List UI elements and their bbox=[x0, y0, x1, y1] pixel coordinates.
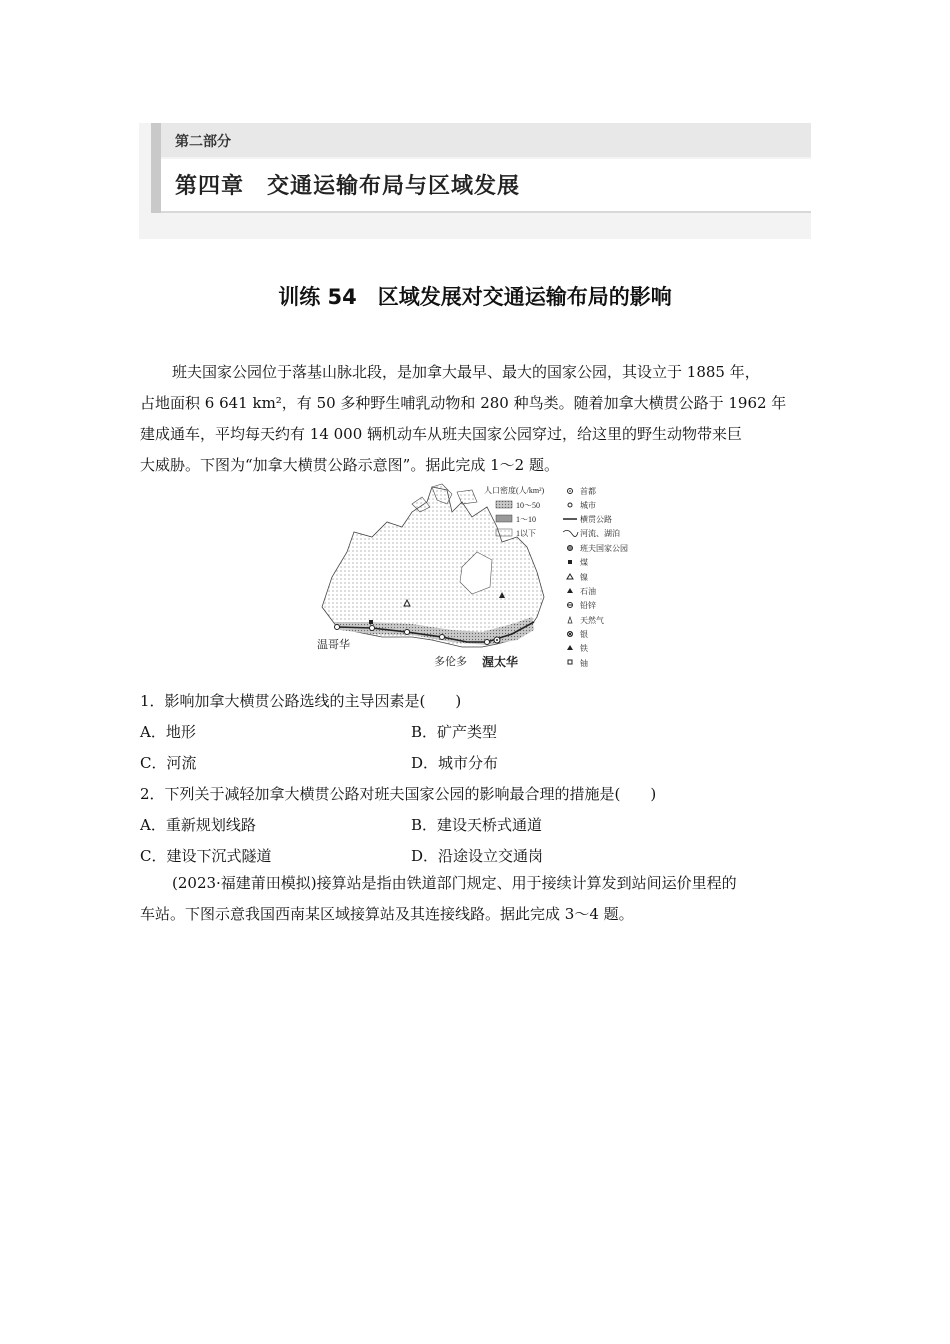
legend-symbol: 班夫国家公园 bbox=[580, 544, 628, 553]
city-label-toronto: 多伦多 bbox=[434, 656, 467, 668]
question-2-option-c[interactable]: C．建设下沉式隧道 bbox=[140, 847, 272, 865]
question-1-option-b[interactable]: B．矿产类型 bbox=[411, 723, 498, 741]
coal-marker bbox=[369, 620, 373, 624]
legend-symbol: 铁 bbox=[580, 644, 588, 653]
legend-symbol: 银 bbox=[580, 630, 588, 639]
chapter-banner bbox=[139, 123, 811, 239]
city-label-ottawa: 渥太华 bbox=[482, 655, 519, 669]
next-line: (2023·福建莆田模拟)接算站是指由铁道部门规定、用于接续计算发到站间运价里程的 bbox=[172, 874, 737, 892]
capital-marker-dot bbox=[496, 639, 498, 641]
question-2-option-b[interactable]: B．建设天桥式通道 bbox=[411, 816, 543, 834]
city-marker bbox=[440, 635, 445, 640]
question-1-option-a[interactable]: A．地形 bbox=[140, 723, 196, 741]
question-1-option-d[interactable]: D．城市分布 bbox=[411, 754, 499, 772]
question-2-option-a[interactable]: A．重新规划线路 bbox=[140, 816, 256, 834]
legend-symbol: 铅锌 bbox=[580, 601, 596, 610]
legend-title: 人口密度(人/km²) bbox=[484, 486, 545, 495]
next-paragraph bbox=[140, 868, 820, 930]
legend-density: 1以下 bbox=[516, 529, 536, 538]
legend-symbol: 河流、湖泊 bbox=[580, 529, 620, 538]
question-1-option-c[interactable]: C．河流 bbox=[140, 754, 197, 772]
city-marker bbox=[335, 625, 340, 630]
legend-symbol: 首都 bbox=[580, 487, 596, 496]
legend-symbol: 城市 bbox=[580, 501, 596, 510]
legend-symbol: 横贯公路 bbox=[580, 515, 612, 524]
lesson-title: 训练 54 区域发展对交通运输布局的影响 bbox=[278, 285, 672, 309]
question-1-stem: 1．影响加拿大横贯公路选线的主导因素是( ) bbox=[140, 692, 462, 710]
city-marker bbox=[485, 640, 490, 645]
map-figure bbox=[312, 482, 642, 674]
intro-line: 大威胁。下图为“加拿大横贯公路示意图”。据此完成 1～2 题。 bbox=[140, 456, 559, 474]
canada-highway-map bbox=[312, 482, 642, 674]
intro-paragraph bbox=[140, 357, 820, 481]
banner-tab bbox=[151, 123, 161, 213]
legend-symbol: 煤 bbox=[580, 558, 588, 567]
question-2-option-d[interactable]: D．沿途设立交通岗 bbox=[411, 847, 544, 865]
intro-line: 占地面积 6 641 km²，有 50 多种野生哺乳动物和 280 种鸟类。随着加拿大横贯公路于 1962 年 bbox=[140, 394, 787, 412]
city-label-vancouver: 温哥华 bbox=[317, 639, 350, 651]
legend-density: 10～50 bbox=[516, 501, 540, 510]
banner-top-strip bbox=[151, 123, 811, 157]
city-marker bbox=[405, 630, 410, 635]
legend-symbol: 铀 bbox=[580, 659, 588, 668]
intro-line: 建成通车，平均每天约有 14 000 辆机动车从班夫国家公园穿过，给这里的野生动物带来巨 bbox=[140, 425, 743, 443]
legend-symbol: 镍 bbox=[580, 573, 588, 582]
legend-symbol: 天然气 bbox=[580, 616, 604, 625]
next-line: 车站。下图示意我国西南某区域接算站及其连接线路。据此完成 3～4 题。 bbox=[140, 905, 634, 923]
chapter-title: 第四章 交通运输布局与区域发展 bbox=[175, 174, 521, 199]
legend-symbol: 石油 bbox=[580, 587, 596, 596]
legend-density: 1～10 bbox=[516, 515, 536, 524]
city-marker bbox=[370, 626, 375, 631]
part-label: 第二部分 bbox=[175, 134, 231, 150]
question-2-stem: 2．下列关于减轻加拿大横贯公路对班夫国家公园的影响最合理的措施是( ) bbox=[140, 785, 657, 803]
intro-line: 班夫国家公园位于落基山脉北段，是加拿大最早、最大的国家公园，其设立于 1885 年， bbox=[172, 363, 760, 381]
